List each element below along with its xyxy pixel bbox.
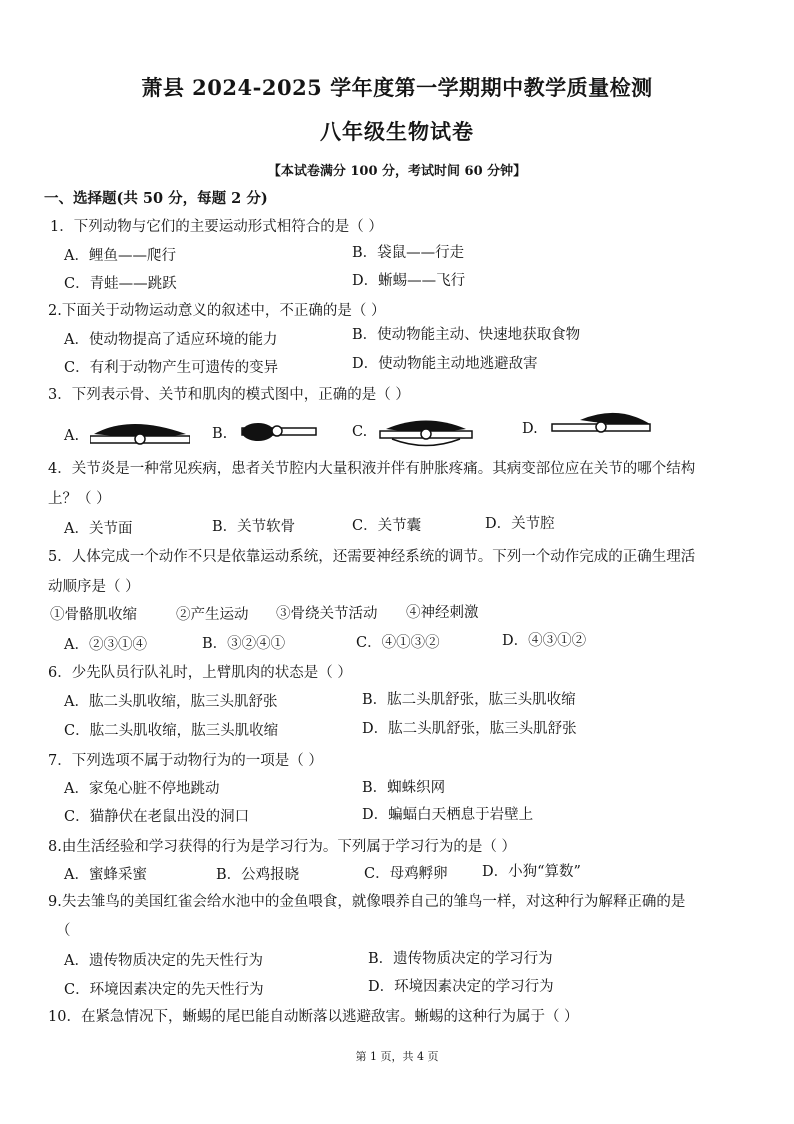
page-number: 第 1 页，共 4 页 bbox=[355, 1050, 439, 1063]
question-5-stem: 5．人体完成一个动作不只是依靠运动系统，还需要神经系统的调节。下列一个动作完成的正确生理活 bbox=[48, 549, 696, 565]
question-6-option-a: A．肱二头肌收缩，肱三头肌舒张 bbox=[64, 694, 278, 710]
question-6-option-b: B．肱二头肌舒张，肱三头肌收缩 bbox=[362, 692, 576, 708]
question-6-stem: 6．少先队员行队礼时，上臂肌肉的状态是（ ） bbox=[48, 665, 352, 681]
question-9-option-d: D．环境因素决定的学习行为 bbox=[368, 979, 554, 995]
question-3-option-d: D. bbox=[522, 421, 538, 437]
exam-subtitle: 八年级生物试卷 bbox=[320, 119, 474, 144]
bone-joint-muscle-diagram-a bbox=[90, 412, 190, 452]
question-4-option-b: B．关节软骨 bbox=[212, 519, 296, 535]
question-8-option-b: B．公鸡报晓 bbox=[216, 867, 300, 883]
question-5-item-3: ③骨绕关节活动 bbox=[276, 606, 378, 622]
question-7-option-d: D．蝙蝠白天栖息于岩壁上 bbox=[362, 807, 534, 823]
question-5-option-d: D．④③①② bbox=[502, 633, 587, 649]
question-7-option-a: A．家兔心脏不停地跳动 bbox=[64, 781, 220, 797]
question-4-stem-continued: 上？（ ） bbox=[48, 491, 111, 507]
question-1-option-c: C．青蛙——跳跃 bbox=[64, 276, 177, 292]
question-2-stem: 2.下面关于动物运动意义的叙述中，不正确的是（ ） bbox=[48, 303, 386, 319]
question-8-stem: 8.由生活经验和学习获得的行为是学习行为。下列属于学习行为的是（ ） bbox=[48, 839, 516, 855]
question-4-option-a: A．关节面 bbox=[64, 521, 133, 537]
question-10-stem: 10．在紧急情况下，蜥蜴的尾巴能自动断落以逃避敌害。蜥蜴的这种行为属于（ ） bbox=[48, 1009, 579, 1025]
question-9-option-a: A．遗传物质决定的先天性行为 bbox=[64, 953, 263, 969]
question-9-option-b: B．遗传物质决定的学习行为 bbox=[368, 951, 553, 967]
question-4-option-d: D．关节腔 bbox=[485, 516, 555, 532]
question-2-option-b: B．使动物能主动、快速地获取食物 bbox=[352, 327, 581, 343]
question-1-option-d: D．蜥蜴——飞行 bbox=[352, 273, 466, 289]
question-1-option-b: B．袋鼠——行走 bbox=[352, 245, 465, 261]
question-6-option-c: C．肱二头肌收缩，肱三头肌收缩 bbox=[64, 723, 279, 739]
question-2-option-c: C．有利于动物产生可遗传的变异 bbox=[64, 360, 279, 376]
question-4-option-c: C．关节囊 bbox=[352, 518, 422, 534]
question-3-option-a: A. bbox=[64, 428, 80, 444]
question-4-stem: 4．关节炎是一种常见疾病，患者关节腔内大量积液并伴有肿胀疼痛。其病变部位应在关节的哪个结构 bbox=[48, 461, 696, 477]
question-7-option-b: B．蜘蛛织网 bbox=[362, 780, 446, 796]
bone-joint-muscle-diagram-d bbox=[550, 406, 654, 446]
question-3-stem: 3．下列表示骨、关节和肌肉的模式图中，正确的是（ ） bbox=[48, 387, 410, 403]
bone-joint-muscle-diagram-c bbox=[378, 412, 474, 452]
question-5-option-a: A．②③①④ bbox=[64, 637, 147, 653]
question-7-stem: 7．下列选项不属于动物行为的一项是（ ） bbox=[48, 753, 323, 769]
question-2-option-d: D．使动物能主动地逃避敌害 bbox=[352, 356, 538, 372]
question-7-option-c: C．猫静伏在老鼠出没的洞口 bbox=[64, 809, 250, 825]
question-6-option-d: D．肱二头肌舒张，肱三头肌舒张 bbox=[362, 721, 577, 737]
question-3-option-b: B. bbox=[212, 426, 228, 442]
section-heading: 一、选择题(共 50 分，每题 2 分) bbox=[44, 190, 268, 207]
question-8-option-c: C．母鸡孵卵 bbox=[364, 866, 448, 882]
question-9-option-c: C．环境因素决定的先天性行为 bbox=[64, 982, 264, 998]
question-9-stem-continued: （ bbox=[56, 923, 71, 939]
question-5-item-4: ④神经刺激 bbox=[406, 605, 479, 621]
question-5-option-c: C．④①③② bbox=[356, 635, 440, 651]
exam-note: 【本试卷满分 100 分，考试时间 60 分钟】 bbox=[267, 164, 527, 179]
question-2-option-a: A．使动物提高了适应环境的能力 bbox=[64, 332, 278, 348]
question-5-stem-continued: 动顺序是（ ） bbox=[48, 579, 140, 595]
question-1-option-a: A．鲤鱼——爬行 bbox=[64, 248, 176, 264]
question-5-option-b: B．③②④① bbox=[202, 636, 286, 652]
question-5-item-2: ②产生运动 bbox=[176, 607, 249, 623]
question-8-option-d: D．小狗“算数” bbox=[482, 864, 581, 880]
question-3-option-c: C. bbox=[352, 424, 368, 440]
bone-joint-muscle-diagram-b bbox=[236, 412, 318, 452]
exam-title: 萧县 2024-2025 学年度第一学期期中教学质量检测 bbox=[141, 75, 653, 100]
question-5-item-1: ①骨骼肌收缩 bbox=[50, 607, 137, 623]
question-9-stem: 9.失去雏鸟的美国红雀会给水池中的金鱼喂食，就像喂养自己的雏鸟一样，对这种行为解释正确的是 bbox=[48, 894, 686, 910]
question-8-option-a: A．蜜蜂采蜜 bbox=[64, 867, 147, 883]
question-1-stem: 1．下列动物与它们的主要运动形式相符合的是（ ） bbox=[50, 219, 383, 235]
